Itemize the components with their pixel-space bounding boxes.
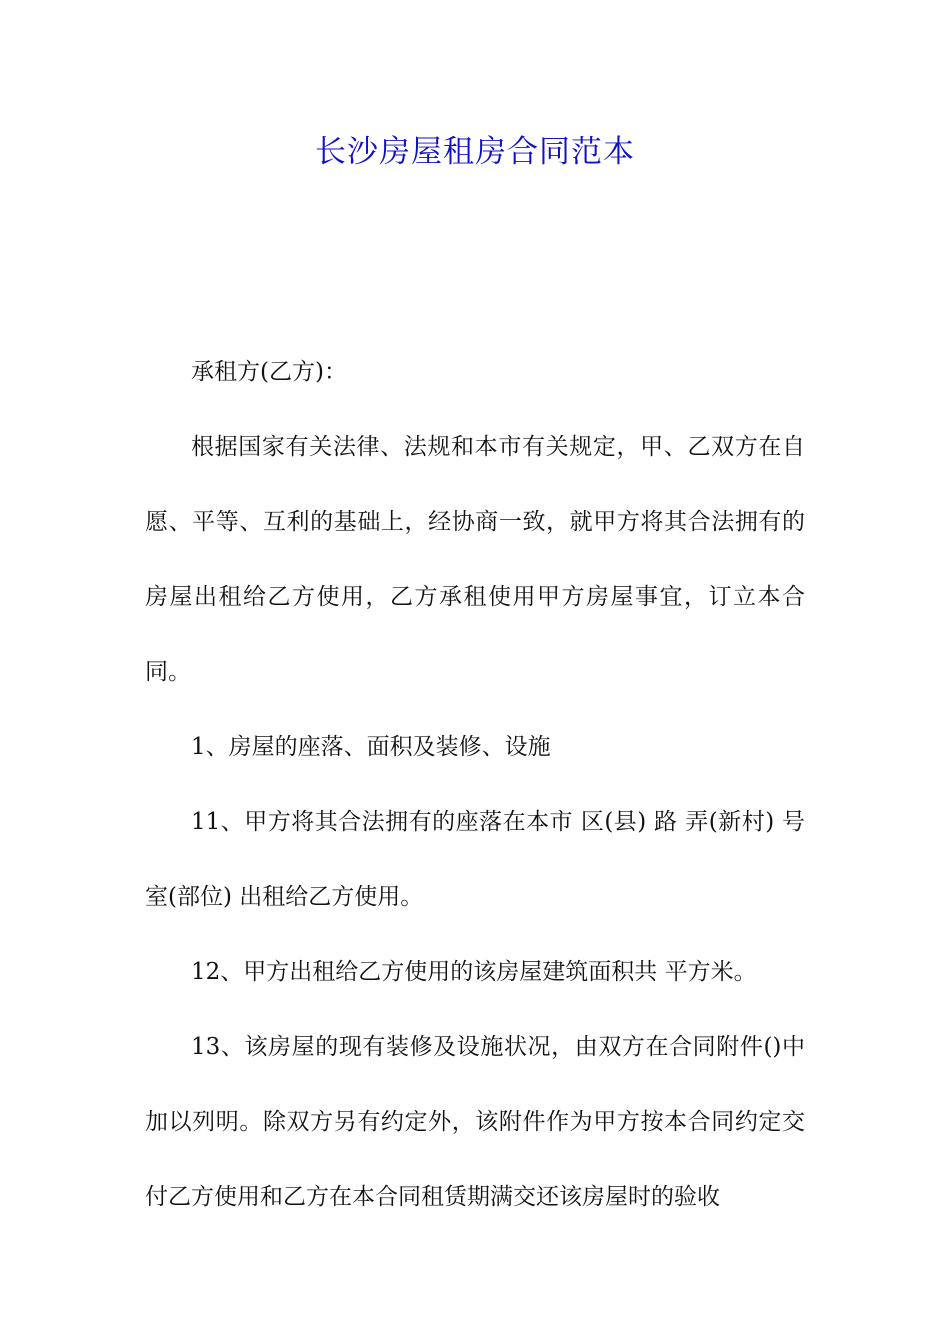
paragraph-clause-11: 11、甲方将其合法拥有的座落在本市 区(县) 路 弄(新村) 号 室(部位) 出租给乙方使用。 [145,809,805,910]
paragraph-section-1-heading: 1、房屋的座落、面积及装修、设施 [191,734,551,760]
document-title: 长沙房屋租房合同范本 [315,134,635,170]
paragraph-clause-13: 13、该房屋的现有装修及设施状况，由双方在合同附件()中加以列明。除双方另有约定外，该附件作为甲方按本合同约定交付乙方使用和乙方在本合同租赁期满交还该房屋时的验收 [145,1034,805,1210]
paragraph-preamble: 根据国家有关法律、法规和本市有关规定，甲、乙双方在自愿、平等、互利的基础上，经协商一致，就甲方将其合法拥有的房屋出租给乙方使用，乙方承租使用甲方房屋事宜，订立本合同。 [145,434,805,685]
document-body [145,335,805,1235]
paragraph-clause-12: 12、甲方出租给乙方使用的该房屋建筑面积共 平方米。 [191,959,757,985]
paragraph-lessee: 承租方(乙方)： [191,359,347,385]
